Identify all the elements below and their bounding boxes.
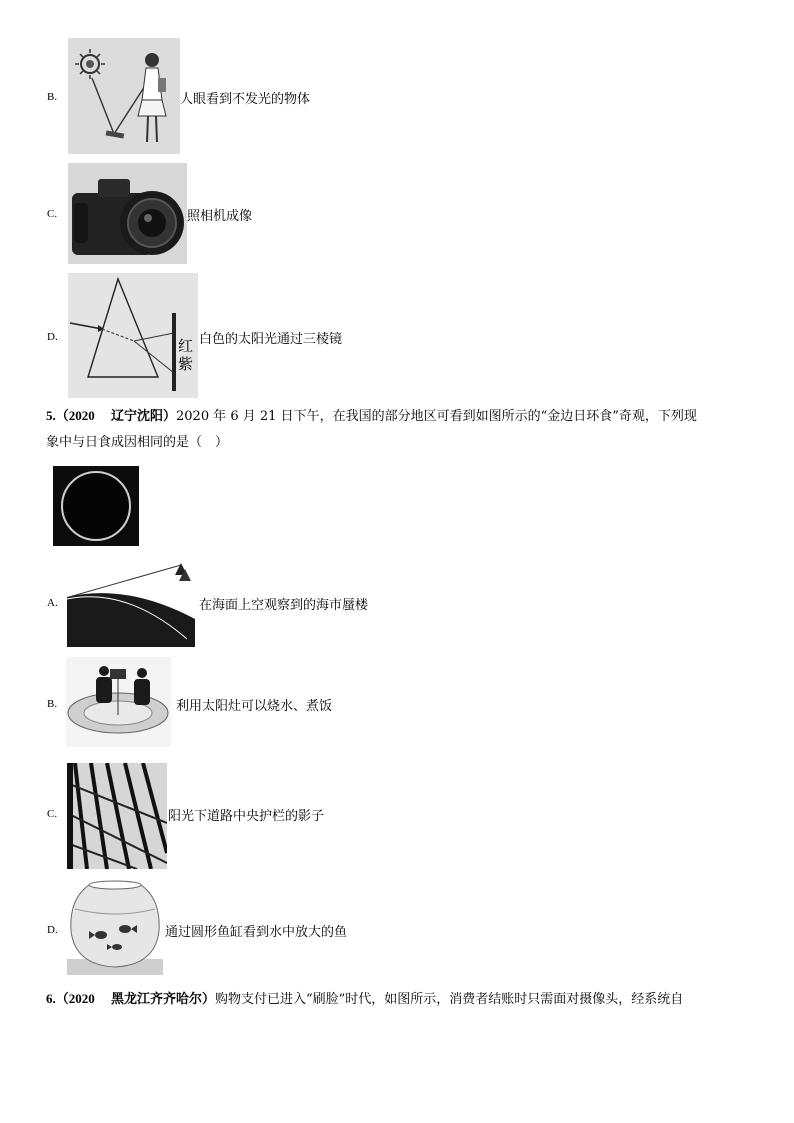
option-caption-c-q5: 阳光下道路中央护栏的影子 [168, 809, 325, 824]
option-letter-b-q5: B. [47, 698, 58, 710]
eclipse-photo [53, 466, 139, 546]
option-letter-d-q5: D. [47, 924, 58, 936]
prism-illustration [68, 273, 198, 398]
question-5-source: （2020 辽宁沈阳） [55, 408, 177, 423]
option-caption-d-q5: 通过圆形鱼缸看到水中放大的鱼 [165, 925, 348, 940]
option-caption-d-top: 白色的太阳光通过三棱镜 [199, 332, 343, 347]
camera-photo [68, 163, 187, 264]
fish-tank-icon [71, 885, 159, 967]
question-5 [46, 403, 746, 456]
mirage-illustration [67, 559, 195, 647]
question-5-number: 5. [46, 408, 56, 423]
violet-label: 紫 [178, 355, 194, 373]
question-6-number: 6. [46, 991, 56, 1006]
question-6 [46, 986, 746, 1013]
reflection-illustration [68, 38, 180, 154]
option-letter-a-q5: A. [47, 597, 58, 609]
solar-cooker-photo [66, 657, 171, 747]
question-6-source: （2020 黑龙江齐齐哈尔） [55, 991, 216, 1006]
option-caption-b-top: 人眼看到不发光的物体 [180, 92, 311, 107]
guardrail-shadow-photo [67, 763, 167, 869]
option-letter-b-top: B. [47, 91, 58, 103]
option-caption-c-top: 照相机成像 [187, 209, 253, 224]
question-5-text-line2: 象中与日食成因相同的是（ ） [46, 435, 229, 450]
option-caption-b-q5: 利用太阳灶可以烧水、煮饭 [176, 699, 333, 714]
option-letter-c-q5: C. [47, 808, 58, 820]
question-5-text-line1: 2020 年 6 月 21 日下午，在我国的部分地区可看到如图所示的“金边日环食”奇观，下列现 [176, 409, 697, 424]
red-label: 红 [178, 337, 194, 355]
fish-tank-illustration [67, 879, 163, 975]
option-caption-a-q5: 在海面上空观察到的海市蜃楼 [199, 598, 369, 613]
option-letter-c-top: C. [47, 208, 58, 220]
option-letter-d-top: D. [47, 331, 58, 343]
question-6-text-line1: 购物支付已进入“刷脸”时代，如图所示，消费者结账时只需面对摄像头，经系统自 [215, 992, 684, 1007]
